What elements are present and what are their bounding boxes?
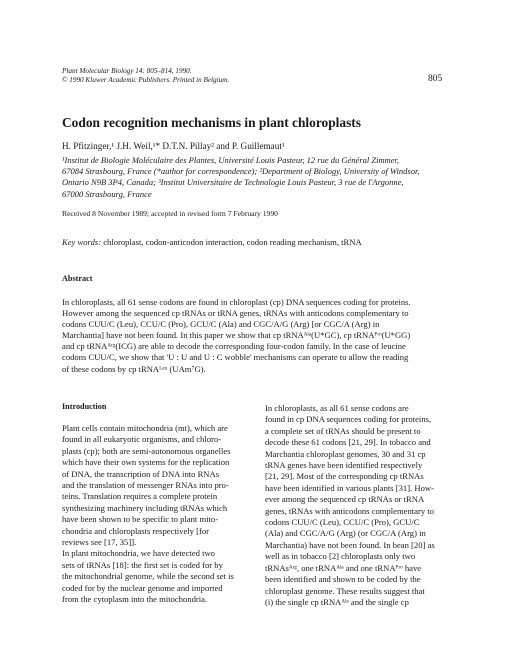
abstract-line: of these codons by cp tRNAᴸᵉᵘ (UAm⁷G).: [62, 363, 206, 374]
body-line: a complete set of tRNAs should be present to: [265, 425, 421, 436]
body-line: which have their own systems for the replication: [62, 457, 230, 468]
body-line: reviews see [17, 35]].: [62, 537, 137, 548]
page-number: 805: [428, 74, 443, 84]
affiliation-line: ¹Institut de Biologie Moléculaire des Plantes, Université Louis Pasteur, 12 rue du Général Zimmer,: [62, 155, 399, 165]
body-line: synthesizing machinery including tRNAs which: [62, 502, 228, 513]
journal-line: Plant Molecular Biology 14: 805–814, 1990.: [62, 67, 192, 75]
affiliation-line: 67000 Strasbourg, France: [62, 188, 152, 199]
body-line: ever among the sequenced cp tRNAs or tRNA: [265, 494, 425, 505]
body-line: teins. Translation requires a complete protein: [62, 491, 218, 502]
abstract-heading: Abstract: [62, 274, 93, 283]
body-line: codons CUU/C (Leu), CCU/C (Pro), GCU/C: [265, 517, 420, 528]
author-list: H. Pfitzinger,¹ J.H. Weil,¹* D.T.N. Pillay² and P. Guillemaut¹: [62, 141, 285, 151]
abstract-line: and cp tRNAᴬʳᵍ(ICG) are able to decode the corresponding four-codon family. In the case of leucine: [62, 341, 406, 352]
body-line: In plant mitochondria, we have detected two: [62, 548, 215, 559]
introduction-heading: Introduction: [62, 402, 107, 411]
keywords-text: chloroplast, codon-anticodon interaction, codon reading mechanism, tRNA: [101, 237, 362, 247]
received-dates: Received 8 November 1989; accepted in revised form 7 February 1990: [62, 209, 278, 218]
article-title: Codon recognition mechanisms in plant chloroplasts: [62, 115, 361, 130]
body-line: Marchantia) have not been found. In bean [20] as: [265, 539, 435, 550]
abstract-body: [62, 297, 457, 375]
abstract-line: codons CUU/C (Leu), CCU/C (Pro), GCU/C (Ala) and CGC/A/G (Arg) [or CGC/A (Arg) in: [62, 319, 380, 330]
body-line: [21, 29]. Most of the corresponding cp tRNAs: [265, 471, 424, 482]
body-line: found in cp DNA sequences coding for proteins,: [265, 414, 432, 425]
affiliation-line: 67084 Strasbourg, France (*author for correspondence); ²Department of Biology, University of Windsor,: [62, 166, 420, 177]
keywords: [62, 237, 362, 247]
affiliations: [62, 155, 457, 200]
body-line: chloroplast genome. These results suggest that: [265, 585, 425, 596]
body-line: coded for by the nuclear genome and imported: [62, 582, 223, 593]
affiliation-line: Ontario N9B 3P4, Canada; ³Institut Universitaire de Technologie Louis Pasteur, 3 rue de l'Argonne,: [62, 177, 404, 188]
body-line: tRNA genes have been identified respectively: [265, 460, 423, 471]
left-column: [62, 423, 248, 606]
body-line: been identified and shown to be coded by the: [265, 574, 421, 585]
body-line: In chloroplasts, as all 61 sense codons are: [265, 403, 409, 413]
body-line: Plant cells contain mitochondria (mt), which are: [62, 423, 228, 433]
body-line: decode these 61 codons [21, 29]. In tobacco and: [265, 437, 431, 448]
body-line: tRNAsᴬʳᵍ, one tRNAᴬˡᵃ and one tRNAᴾʳᵒ have: [265, 562, 422, 573]
body-line: of DNA, the transcription of DNA into RNAs: [62, 468, 220, 479]
right-column: [265, 403, 460, 608]
body-line: the mitochondrial genome, while the second set is: [62, 571, 234, 582]
body-line: genes, tRNAs with anticodons complementary to: [265, 505, 434, 516]
body-line: have been shown to be specific to plant mito-: [62, 514, 219, 525]
body-line: sets of tRNAs [18]: the first set is coded for by: [62, 559, 223, 570]
body-line: have been identified in various plants [31]. How-: [265, 482, 434, 493]
body-line: from the cytoplasm into the mitochondria.: [62, 594, 208, 605]
body-line: well as in tobacco [2] chloroplasts only two: [265, 551, 416, 562]
abstract-line: However among the sequenced cp tRNAs or tRNA genes, tRNAs with anticodons complementary to: [62, 308, 409, 319]
keywords-label: Key words:: [62, 237, 102, 247]
body-line: (i) the single cp tRNAᴬˡᵃ and the single cp: [265, 596, 409, 607]
abstract-line: Marchantia] have not been found. In this paper we show that cp tRNAᴬˡᵃ(U*GC), cp tRNAᴾʳᵒ(U*GG): [62, 330, 411, 341]
journal-citation: [62, 67, 229, 85]
body-line: (Ala) and CGC/A/G (Arg) (or CGC/A (Arg) in: [265, 528, 426, 539]
body-line: chondria and chloroplasts respectively [for: [62, 525, 209, 536]
body-line: Marchantia chloroplast genomes, 30 and 31 cp: [265, 448, 426, 459]
copyright-line: © 1990 Kluwer Academic Publishers. Printed in Belgium.: [62, 76, 230, 84]
body-line: plasts (cp); both are semi-autonomous organelles: [62, 445, 231, 456]
abstract-line: codons CUU/C, we show that 'U : U and U : C wobble' mechanisms can operate to allow the reading: [62, 352, 409, 363]
body-line: found in all eukaryotic organisms, and chloro-: [62, 434, 222, 445]
body-line: and the translation of messenger RNAs into pro-: [62, 480, 229, 491]
abstract-line: In chloroplasts, all 61 sense codons are found in chloroplast (cp) DNA sequences coding for proteins.: [62, 297, 411, 307]
